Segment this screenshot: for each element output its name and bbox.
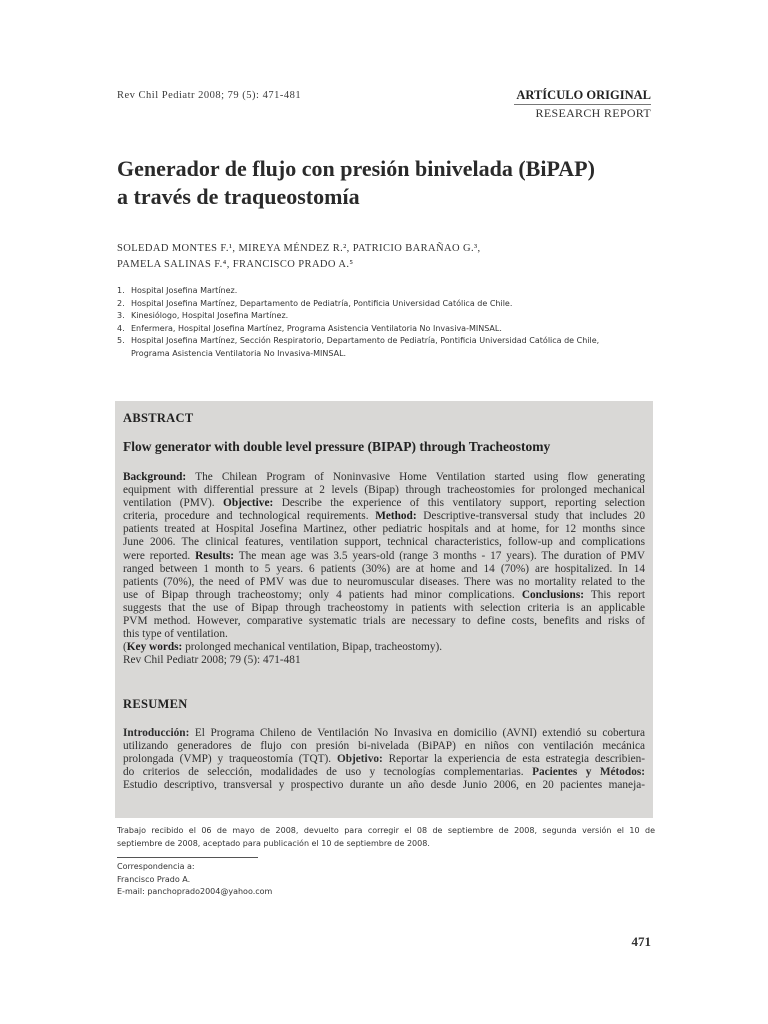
- method-label: Method:: [375, 510, 417, 523]
- affiliation-number: 3.: [117, 311, 125, 320]
- resumen-line: [123, 766, 645, 779]
- affiliation-item: [117, 298, 657, 311]
- affiliation-item: [117, 285, 657, 298]
- abstract-line: June 2006. The clinical features, ventilation support, technical characteristics, follow-up and complications: [123, 536, 645, 549]
- resumen-text: do criterios de selección, modalidades de uso y tecnologías complementarias.: [123, 766, 524, 779]
- abstract-line: [123, 471, 645, 484]
- article-type-label: ARTÍCULO ORIGINAL: [516, 88, 651, 102]
- affiliation-number: 1.: [117, 286, 125, 295]
- keywords-paren: (: [123, 641, 127, 654]
- abstract-text: Describe the experience of this ventilatory support, reporting selection: [281, 497, 646, 510]
- affiliation-text-continued: Programa Asistencia Ventilatoria No Invasiva-MINSAL.: [131, 348, 347, 358]
- author-line: PAMELA SALINAS F.⁴, FRANCISCO PRADO A.⁵: [117, 259, 354, 270]
- resumen-body: [123, 727, 645, 792]
- abstract-text: criteria, procedure and technological requirements.: [123, 510, 369, 523]
- received-line: Trabajo recibido el 06 de mayo de 2008, devuelto para corregir el 08 de septiembre de 2008, segunda versión el 10 de: [117, 826, 655, 835]
- abstract-line: [123, 510, 645, 523]
- received-note: [117, 825, 655, 850]
- abstract-text: use of Bipap through tracheostomy; only 4 patients had minor complications.: [123, 588, 515, 601]
- abstract-box: [115, 401, 653, 818]
- abstract-heading: ABSTRACT: [123, 411, 194, 425]
- abstract-citation: Rev Chil Pediatr 2008; 79 (5): 471-481: [123, 654, 301, 667]
- introduccion-label: Introducción:: [123, 727, 190, 739]
- resumen-line: Estudio descriptivo, transversal y prospectivo durante un año desde Junio 2006, en 20 pacientes maneja-: [123, 779, 645, 792]
- resumen-text: El Programa Chileno de Ventilación No Invasiva en domicilio (AVNI) extendió su cobertura: [194, 727, 645, 739]
- article-title: [117, 155, 657, 211]
- received-line: septiembre de 2008, aceptado para publicación el 10 de septiembre de 2008.: [117, 838, 430, 848]
- abstract-text: were reported.: [123, 549, 191, 562]
- affiliation-item: [117, 310, 657, 323]
- author-list: [117, 241, 481, 273]
- resumen-text: Reportar la experiencia de esta estrategia describien-: [388, 753, 646, 766]
- abstract-line: patients (70%), the need of PMV was due to neuromuscular diseases. There was no mortality related to the: [123, 575, 645, 588]
- correspondence-rule: [117, 857, 258, 858]
- affiliation-text: Hospital Josefina Martínez, Departamento de Pediatría, Pontificia Universidad Católica de Chile.: [131, 298, 513, 308]
- resumen-line: [123, 727, 645, 740]
- results-label: Results:: [195, 549, 235, 562]
- resumen-heading: RESUMEN: [123, 697, 188, 711]
- correspondence-label: Correspondencia a:: [117, 862, 195, 871]
- title-line: a través de traqueostomía: [117, 184, 360, 209]
- author-line: SOLEDAD MONTES F.¹, MIREYA MÉNDEZ R.², PATRICIO BARAÑAO G.³,: [117, 243, 481, 254]
- resumen-line: utilizando generadores de flujo con presión bi-nivelada (BiPAP) en niños con ventilación mecánica: [123, 740, 645, 753]
- report-type-label: RESEARCH REPORT: [535, 106, 651, 120]
- affiliation-text: Hospital Josefina Martínez, Sección Respiratorio, Departamento de Pediatría, Pontificia Universidad Católica de Chile,: [131, 336, 600, 345]
- abstract-line: this type of ventilation.: [123, 628, 228, 641]
- page-number: 471: [631, 934, 651, 949]
- keywords-text: prolonged mechanical ventilation, Bipap, tracheostomy).: [185, 641, 443, 654]
- affiliation-text: Hospital Josefina Martínez.: [131, 286, 238, 295]
- abstract-body: [123, 471, 645, 667]
- abstract-line: PVM method. However, comparative systematic trials are necessary to define costs, benefits and risks of: [123, 615, 645, 628]
- background-label: Background:: [123, 471, 187, 483]
- conclusions-label: Conclusions:: [521, 588, 584, 601]
- abstract-text: The Chilean Program of Noninvasive Home Ventilation started using flow generating: [195, 471, 646, 483]
- affiliation-list: [117, 285, 657, 360]
- abstract-line: suggests that the use of Bipap through tracheostomy in patients with selection criteria is an applicable: [123, 601, 645, 614]
- objetivo-label: Objetivo:: [336, 753, 383, 766]
- correspondence-email: E-mail: panchoprado2004@yahoo.com: [117, 887, 273, 896]
- affiliation-number: 2.: [117, 298, 125, 308]
- abstract-line: [123, 550, 645, 563]
- abstract-text: ventilation (PMV).: [123, 497, 215, 510]
- objective-label: Objective:: [223, 497, 274, 510]
- correspondence-block: [117, 861, 272, 899]
- abstract-text: The mean age was 3.5 years-old (range 3 months - 17 years). The duration of PMV: [238, 549, 646, 562]
- resumen-line: [123, 753, 645, 766]
- affiliation-text: Kinesiólogo, Hospital Josefina Martínez.: [131, 311, 289, 320]
- abstract-line: equipment with differential pressure at 2 levels (Bipap) through tracheostomies for prolonged mechanical: [123, 484, 645, 497]
- pacientes-metodos-label: Pacientes y Métodos:: [532, 766, 645, 779]
- header-rule: [514, 104, 651, 105]
- title-line: Generador de flujo con presión binivelada (BiPAP): [117, 156, 595, 181]
- affiliation-number: 5.: [117, 336, 125, 345]
- affiliation-text: Enfermera, Hospital Josefina Martínez, Programa Asistencia Ventilatoria No Invasiva-MINSAL.: [131, 323, 502, 333]
- abstract-line: [123, 497, 645, 510]
- abstract-line: patients treated at Hospital Josefina Martinez, other pediatric hospitals and at home, for 12 months since: [123, 523, 645, 536]
- affiliation-item: [117, 335, 657, 360]
- correspondence-name: Francisco Prado A.: [117, 874, 191, 884]
- abstract-text: This report: [590, 588, 645, 601]
- abstract-text: Descriptive-transversal study that includes 20: [423, 510, 645, 523]
- keywords-label: Key words:: [126, 641, 183, 654]
- abstract-line: ranged between 1 month to 5 years. 6 patients (30%) are at home and 14 (70%) are hospitalized. In 14: [123, 562, 645, 575]
- affiliation-item: [117, 323, 657, 336]
- journal-reference: Rev Chil Pediatr 2008; 79 (5): 471-481: [117, 90, 302, 101]
- keywords-line: [123, 641, 645, 654]
- resumen-text: prolongada (VMP) y traqueostomía (TQT).: [123, 753, 332, 766]
- abstract-line: [123, 589, 645, 602]
- abstract-title: Flow generator with double level pressure (BIPAP) through Tracheostomy: [123, 439, 551, 454]
- affiliation-number: 4.: [117, 323, 125, 333]
